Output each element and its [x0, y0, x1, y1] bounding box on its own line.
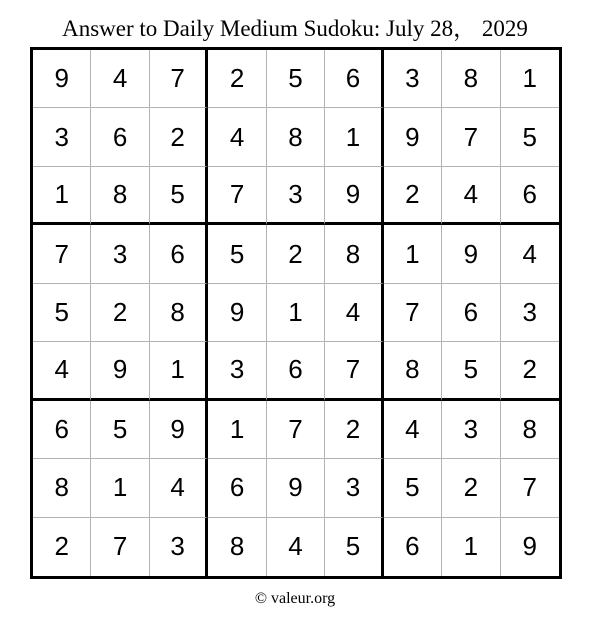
- sudoku-cell-r4-c4[interactable]: 5: [208, 225, 266, 283]
- sudoku-cell-r7-c8[interactable]: 3: [442, 401, 500, 459]
- sudoku-cell-r1-c7[interactable]: 3: [384, 50, 442, 108]
- sudoku-board: [30, 47, 562, 579]
- sudoku-cell-r7-c2[interactable]: 5: [91, 401, 149, 459]
- sudoku-cell-r2-c6[interactable]: 1: [325, 108, 383, 166]
- sudoku-cell-r4-c1[interactable]: 7: [33, 225, 91, 283]
- sudoku-cell-r5-c2[interactable]: 2: [91, 284, 149, 342]
- sudoku-cell-r2-c2[interactable]: 6: [91, 108, 149, 166]
- sudoku-cell-r7-c1[interactable]: 6: [33, 401, 91, 459]
- sudoku-cell-r9-c1[interactable]: 2: [33, 518, 91, 576]
- sudoku-cell-r6-c6[interactable]: 7: [325, 342, 383, 400]
- sudoku-cell-r4-c5[interactable]: 2: [267, 225, 325, 283]
- sudoku-cell-r3-c7[interactable]: 2: [384, 167, 442, 225]
- sudoku-cell-r7-c5[interactable]: 7: [267, 401, 325, 459]
- sudoku-cell-r5-c4[interactable]: 9: [208, 284, 266, 342]
- sudoku-cell-r7-c9[interactable]: 8: [501, 401, 559, 459]
- sudoku-cell-r9-c9[interactable]: 9: [522, 531, 537, 562]
- sudoku-cell-r6-c5[interactable]: 6: [267, 342, 325, 400]
- sudoku-cell-r7-c3[interactable]: 9: [150, 401, 208, 459]
- sudoku-cell-r3-c9[interactable]: 6: [501, 167, 559, 225]
- sudoku-cell-r5-c6[interactable]: 4: [325, 284, 383, 342]
- sudoku-cell-r4-c9[interactable]: 4: [501, 225, 559, 283]
- sudoku-cell-r2-c5[interactable]: 8: [267, 108, 325, 166]
- sudoku-cell-r8-c4[interactable]: 6: [208, 459, 266, 517]
- sudoku-cell-r9-c5[interactable]: 4: [267, 518, 325, 576]
- sudoku-cell-r5-c7[interactable]: 7: [384, 284, 442, 342]
- page-title: Answer to Daily Medium Sudoku: July 28， 2029: [62, 16, 528, 41]
- sudoku-cell-r3-c6[interactable]: 9: [325, 167, 383, 225]
- sudoku-cell-r2-c8[interactable]: 7: [442, 108, 500, 166]
- sudoku-cell-r1-c4[interactable]: 2: [208, 50, 266, 108]
- sudoku-cell-r6-c8[interactable]: 5: [442, 342, 500, 400]
- sudoku-cell-r2-c9[interactable]: 5: [501, 108, 559, 166]
- copyright-footer: © valeur.org: [254, 590, 336, 607]
- sudoku-cell-r9-c6[interactable]: 5: [325, 518, 383, 576]
- sudoku-cell-r9-c2[interactable]: 7: [91, 518, 149, 576]
- sudoku-cell-r1-c2[interactable]: 4: [91, 50, 149, 108]
- sudoku-cell-r5-c3[interactable]: 8: [150, 284, 208, 342]
- sudoku-cell-r7-c7[interactable]: 4: [384, 401, 442, 459]
- sudoku-cell-r1-c9[interactable]: 1: [501, 50, 559, 108]
- sudoku-cell-r2-c1[interactable]: 3: [33, 108, 91, 166]
- sudoku-cell-r6-c2[interactable]: 9: [91, 342, 149, 400]
- sudoku-cell-r2-c3[interactable]: 2: [150, 108, 208, 166]
- sudoku-cell-r6-c7[interactable]: 8: [384, 342, 442, 400]
- sudoku-cell-r2-c4[interactable]: 4: [208, 108, 266, 166]
- sudoku-cell-r9-c8[interactable]: 1: [442, 518, 500, 576]
- sudoku-cell-r9-c4[interactable]: 8: [208, 518, 266, 576]
- sudoku-cell-r4-c3[interactable]: 6: [150, 225, 208, 283]
- sudoku-cell-r8-c7[interactable]: 5: [384, 459, 442, 517]
- sudoku-cell-r5-c8[interactable]: 6: [442, 284, 500, 342]
- sudoku-cell-r7-c4[interactable]: 1: [208, 401, 266, 459]
- sudoku-cell-r3-c8[interactable]: 4: [442, 167, 500, 225]
- sudoku-cell-r1-c6[interactable]: 6: [325, 50, 383, 108]
- sudoku-cell-r1-c5[interactable]: 5: [267, 50, 325, 108]
- sudoku-cell-r1-c8[interactable]: 8: [442, 50, 500, 108]
- sudoku-cell-r3-c5[interactable]: 3: [267, 167, 325, 225]
- sudoku-cell-r7-c6[interactable]: 2: [325, 401, 383, 459]
- sudoku-cell-r8-c3[interactable]: 4: [150, 459, 208, 517]
- sudoku-cell-r1-c3[interactable]: 7: [150, 50, 208, 108]
- sudoku-cell-r5-c1[interactable]: 5: [33, 284, 91, 342]
- sudoku-cell-r5-c9[interactable]: 3: [501, 284, 559, 342]
- sudoku-cell-r8-c6[interactable]: 3: [325, 459, 383, 517]
- sudoku-cell-r8-c9[interactable]: 7: [501, 459, 559, 517]
- sudoku-cell-r4-c6[interactable]: 8: [325, 225, 383, 283]
- sudoku-cell-r3-c2[interactable]: 8: [91, 167, 149, 225]
- sudoku-cell-r3-c4[interactable]: 7: [208, 167, 266, 225]
- sudoku-cell-r8-c5[interactable]: 9: [267, 459, 325, 517]
- sudoku-cell-r9-c3[interactable]: 3: [150, 518, 208, 576]
- sudoku-cell-r8-c1[interactable]: 8: [33, 459, 91, 517]
- sudoku-cell-r6-c1[interactable]: 4: [33, 342, 91, 400]
- sudoku-cell-r8-c2[interactable]: 1: [91, 459, 149, 517]
- sudoku-cell-r6-c4[interactable]: 3: [208, 342, 266, 400]
- sudoku-cell-r2-c7[interactable]: 9: [384, 108, 442, 166]
- sudoku-cell-r6-c3[interactable]: 1: [150, 342, 208, 400]
- sudoku-cell-r9-c7[interactable]: 6: [384, 518, 442, 576]
- sudoku-cell-r4-c7[interactable]: 1: [384, 225, 442, 283]
- sudoku-cell-r5-c5[interactable]: 1: [267, 284, 325, 342]
- sudoku-cell-r1-c1[interactable]: 9: [33, 50, 91, 108]
- sudoku-cell-r4-c2[interactable]: 3: [91, 225, 149, 283]
- sudoku-cell-r4-c8[interactable]: 9: [442, 225, 500, 283]
- sudoku-cell-r3-c1[interactable]: 1: [33, 167, 91, 225]
- sudoku-cell-r6-c9[interactable]: 2: [501, 342, 559, 400]
- sudoku-cell-r3-c3[interactable]: 5: [150, 167, 208, 225]
- sudoku-cell-r8-c8[interactable]: 2: [442, 459, 500, 517]
